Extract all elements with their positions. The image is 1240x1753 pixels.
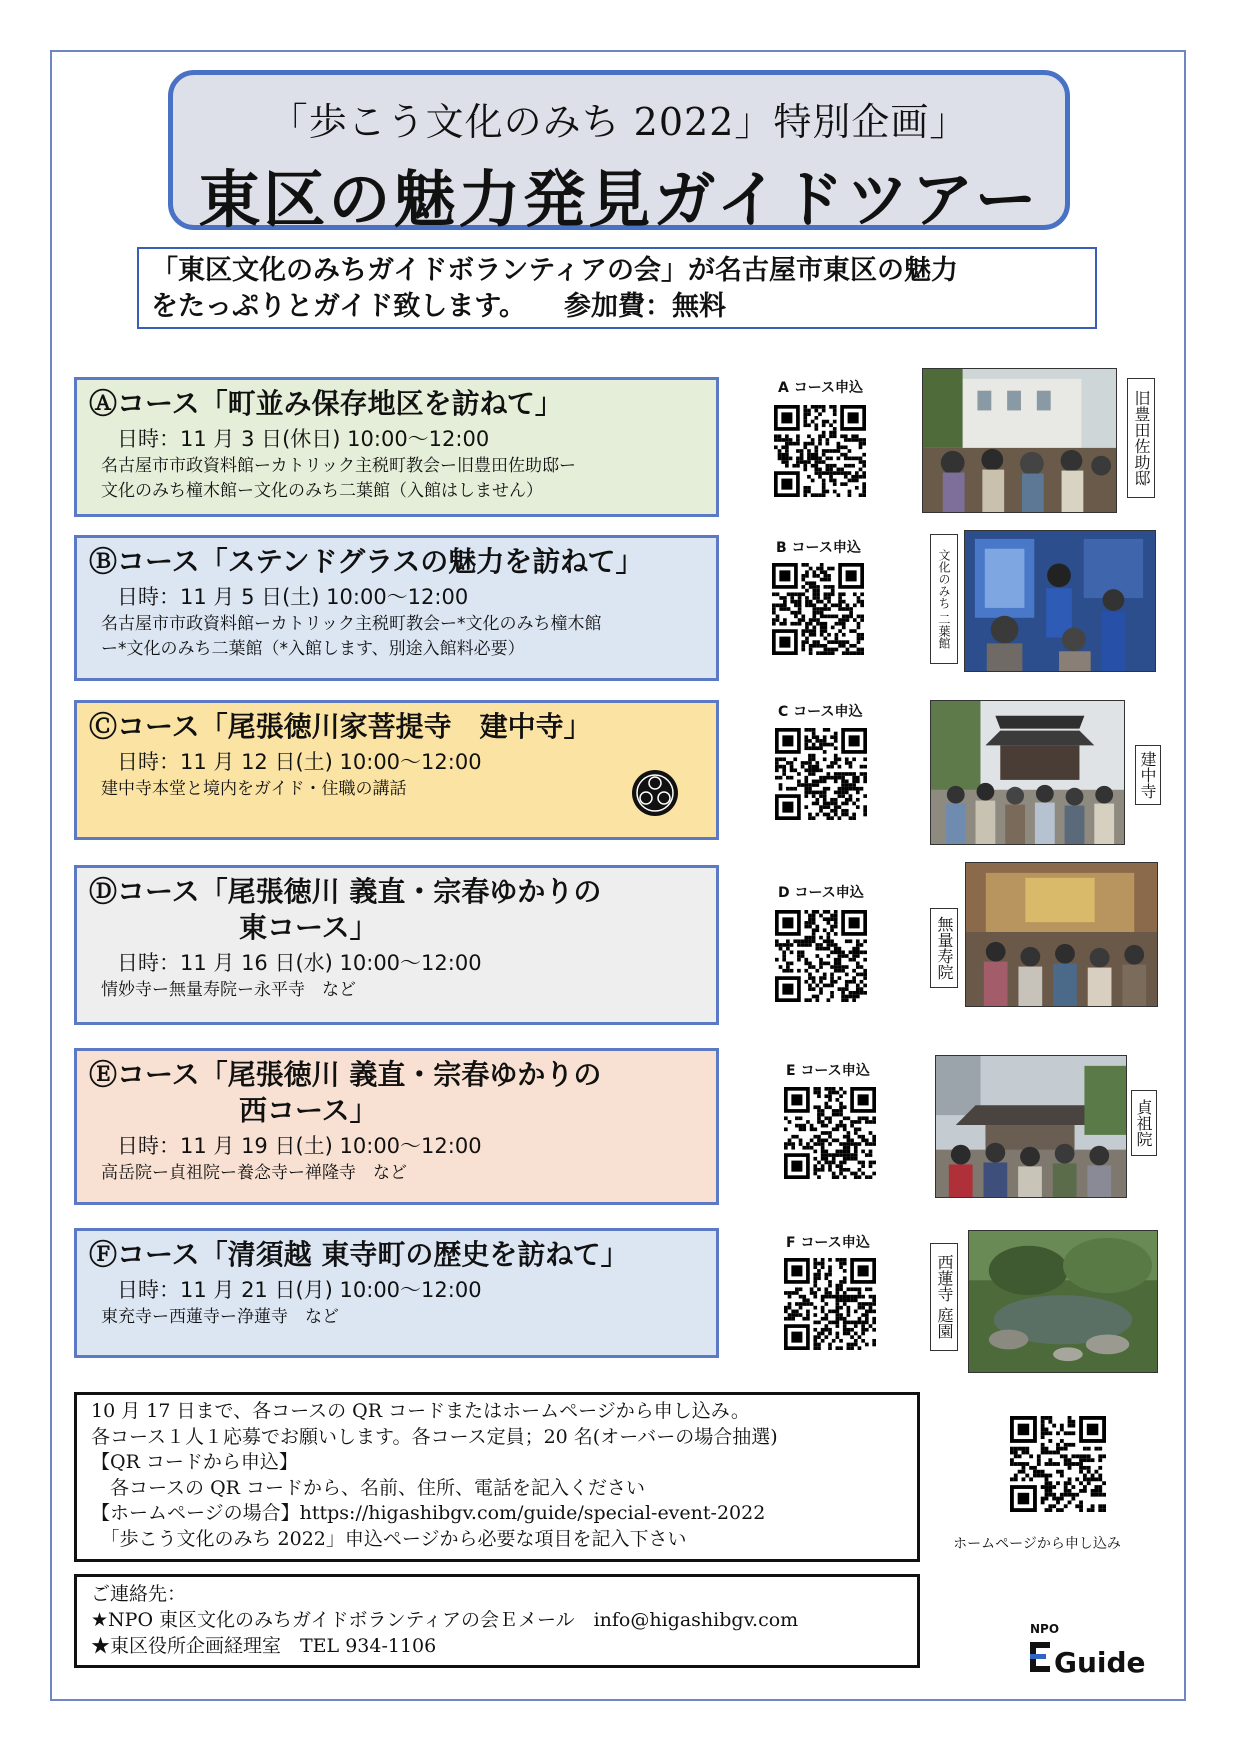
title-subtitle: 「歩こう文化のみち 2022」特別企画」 <box>269 100 969 144</box>
course-title: Ⓕコース「清須越 東寺町の歴史を訪ねて」 <box>89 1238 629 1271</box>
course-date: 日時：11 月 3 日(休日) 10:00～12:00 <box>117 427 490 451</box>
family-crest-icon <box>630 768 680 818</box>
npo-guide-logo <box>1030 1620 1160 1680</box>
course-title: Ⓐコース「町並み保存地区を訪ねて」 <box>89 387 563 420</box>
course-route: 建中寺本堂と境内をガイド・住職の講話 <box>101 779 407 799</box>
homepage-label: ホームページから申し込み <box>953 1536 1121 1552</box>
qr-label-f: F コース申込 <box>786 1235 870 1251</box>
contact-info <box>74 1574 920 1668</box>
photo-label-a: 旧豊田佐助邸 <box>1127 378 1155 498</box>
course-date: 日時：11 月 19 日(土) 10:00～12:00 <box>117 1134 482 1158</box>
page-title: 東区の魅力発見ガイドツアー <box>198 163 1040 236</box>
qr-code-f-icon[interactable] <box>784 1258 876 1350</box>
title-banner <box>168 70 1070 236</box>
photo-muryojuin <box>965 862 1158 1007</box>
qr-code-b-icon[interactable] <box>772 563 864 655</box>
contact-email[interactable]: ★NPO 東区文化のみちガイドボランティアの会Ｅメール info@higashibgv.com <box>91 1609 799 1631</box>
course-route: 東充寺ー西蓮寺ー浄蓮寺 など <box>101 1307 339 1327</box>
course-route: ー*文化のみち二葉館（*入館します、別途入館料必要） <box>101 639 525 659</box>
course-title: Ⓔコース「尾張徳川 義直・宗春ゆかりの <box>89 1058 602 1091</box>
qr-label-b: B コース申込 <box>776 540 861 556</box>
course-title: Ⓒコース「尾張徳川家菩提寺 建中寺」 <box>89 710 592 743</box>
course-c <box>74 700 719 840</box>
qr-label-e: E コース申込 <box>786 1063 870 1079</box>
intro-line-2: をたっぷりとガイド致します。 参加費：無料 <box>151 291 727 322</box>
contact-phone: ★東区役所企画経理室 TEL 934-1106 <box>91 1635 437 1657</box>
application-info <box>74 1392 920 1562</box>
fee-text: 参加費：無料 <box>564 291 727 322</box>
logo-small-text: NPO <box>1030 1622 1060 1636</box>
info-line: 各コースの QR コードから、名前、住所、電話を記入ください <box>91 1476 646 1499</box>
course-date: 日時：11 月 12 日(土) 10:00～12:00 <box>117 750 482 774</box>
course-title: Ⓑコース「ステンドグラスの魅力を訪ねて」 <box>89 545 644 578</box>
course-e <box>74 1048 719 1205</box>
photo-teisoin <box>935 1055 1127 1198</box>
course-f <box>74 1228 719 1358</box>
photo-kenchuji <box>930 700 1125 845</box>
qr-label-a: A コース申込 <box>778 380 864 396</box>
qr-label-c: C コース申込 <box>778 704 863 720</box>
qr-code-c-icon[interactable] <box>775 728 867 820</box>
photo-futaba-hall <box>964 530 1156 672</box>
photo-toyoda-residence <box>922 368 1117 513</box>
course-route: 高岳院ー貞祖院ー養念寺ー禅隆寺 など <box>101 1163 407 1183</box>
course-route: 名古屋市市政資料館ーカトリック主税町教会ー*文化のみち橦木館 <box>101 614 602 634</box>
qr-label-d: D コース申込 <box>778 885 864 901</box>
course-date: 日時：11 月 21 日(月) 10:00～12:00 <box>117 1278 482 1302</box>
course-date: 日時：11 月 16 日(水) 10:00～12:00 <box>117 951 482 975</box>
course-title-cont: 東コース」 <box>239 911 378 944</box>
course-route: 情妙寺ー無量寿院ー永平寺 など <box>101 980 356 1000</box>
info-line: 各コース１人１応募でお願いします。各コース定員；20 名(オーバーの場合抽選) <box>91 1425 778 1448</box>
photo-label-b: 文化のみち 二葉館 <box>930 534 958 664</box>
photo-label-f: 西蓮寺 庭園 <box>930 1243 958 1351</box>
contact-heading: ご連絡先： <box>91 1583 187 1605</box>
qr-code-e-icon[interactable] <box>784 1087 876 1179</box>
info-line: 「歩こう文化のみち 2022」申込ページから必要な項目を記入下さい <box>91 1527 687 1550</box>
photo-label-c: 建中寺 <box>1135 745 1161 805</box>
course-a <box>74 377 719 517</box>
course-date: 日時：11 月 5 日(土) 10:00～12:00 <box>117 585 469 609</box>
course-route: 名古屋市市政資料館ーカトリック主税町教会ー旧豊田佐助邸ー <box>101 456 576 476</box>
intro-line-1: 「東区文化のみちガイドボランティアの会」が名古屋市東区の魅力 <box>151 255 959 286</box>
photo-sairenji-garden <box>968 1230 1158 1373</box>
course-title: Ⓓコース「尾張徳川 義直・宗春ゆかりの <box>89 875 602 908</box>
intro-box <box>137 247 1097 329</box>
photo-label-d: 無量寿院 <box>930 908 958 988</box>
info-line: 【QR コードから申込】 <box>91 1451 298 1473</box>
logo-big-text: Guide <box>1054 1646 1146 1679</box>
photo-label-e: 貞祖院 <box>1131 1090 1157 1156</box>
qr-code-a-icon[interactable] <box>774 405 866 497</box>
course-title-cont: 西コース」 <box>239 1094 378 1127</box>
qr-code-d-icon[interactable] <box>775 910 867 1002</box>
info-line-homepage[interactable]: 【ホームページの場合】https://higashibgv.com/guide/special-event-2022 <box>91 1502 766 1524</box>
course-route: 文化のみち橦木館ー文化のみち二葉館（入館はしません） <box>101 481 543 501</box>
info-line: 10 月 17 日まで、各コースの QR コードまたはホームページから申し込み。 <box>91 1400 750 1422</box>
course-d <box>74 865 719 1025</box>
course-b <box>74 535 719 681</box>
qr-code-homepage-icon[interactable] <box>1010 1416 1106 1512</box>
